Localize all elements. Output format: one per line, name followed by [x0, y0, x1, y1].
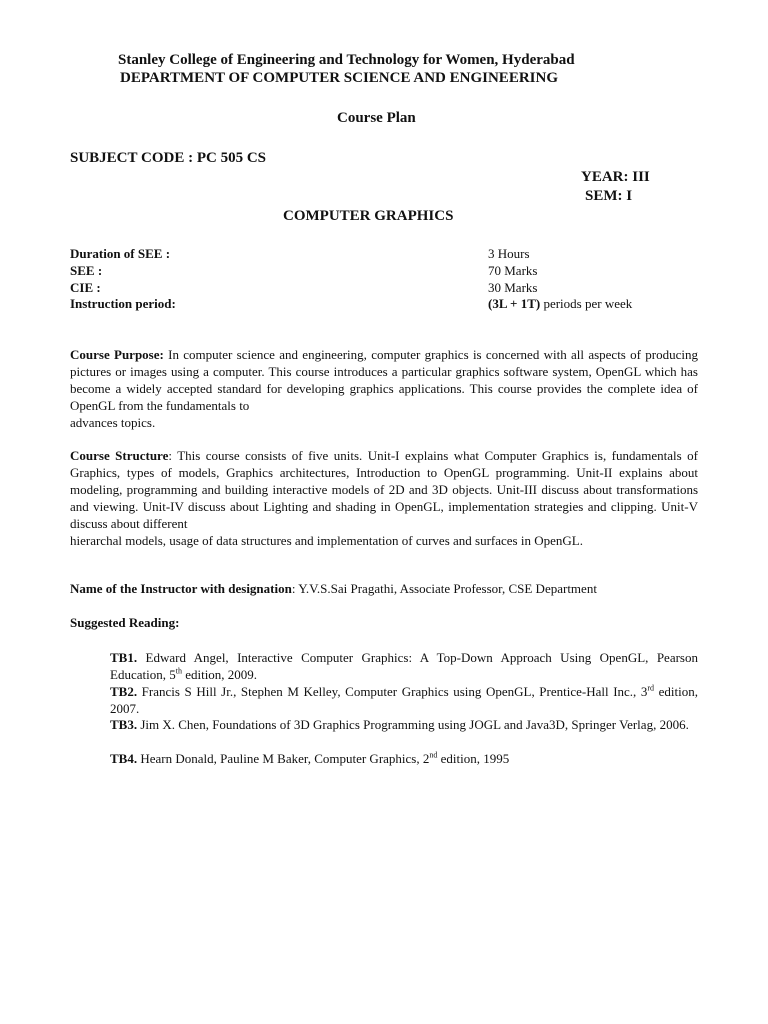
- reference-text: Jim X. Chen, Foundations of 3D Graphics Programming using JOGL and Java3D, Springer Verlag, 2006.: [137, 717, 689, 732]
- detail-label: Instruction period:: [70, 296, 176, 311]
- subject-name: COMPUTER GRAPHICS: [283, 208, 454, 224]
- course-structure-label: Course Structure: [70, 448, 169, 463]
- detail-value: 3 Hours: [488, 246, 530, 261]
- reference-text: Edward Angel, Interactive Computer Graphics: A Top-Down Approach Using OpenGL, Pearson Education, 5: [110, 650, 698, 682]
- instructor: [70, 581, 597, 597]
- detail-value: [488, 296, 632, 312]
- instructor-label: Name of the Instructor with designation: [70, 581, 292, 596]
- reference-item: [110, 750, 698, 767]
- detail-label: Duration of SEE :: [70, 246, 171, 261]
- subject-code: SUBJECT CODE : PC 505 CS: [70, 150, 267, 166]
- reference-sup: nd: [429, 750, 438, 760]
- reference-item: [110, 683, 698, 717]
- reference-text-end: edition, 2007.: [110, 684, 698, 716]
- college-name: Stanley College of Engineering and Technology for Women, Hyderabad: [118, 52, 575, 68]
- reference-tag: TB1.: [110, 650, 138, 665]
- course-purpose: [70, 346, 698, 431]
- reference-item: [110, 649, 698, 683]
- suggested-reading-heading: Suggested Reading:: [70, 615, 180, 630]
- course-structure-text-end: hierarchal models, usage of data structures and implementation of curves and surfaces in OpenGL.: [70, 533, 583, 548]
- course-structure-text: : This course consists of five units. Unit-I explains what Computer Graphics is, fundamentals of Graphics, types of models, Graphics architectures, Introduction to OpenGL programming. Unit-II explains about modeling, programming and building interactive models of 2D and 3D objects. Unit-III discuss about transformations and viewing. Unit-IV discuss about Lighting and shading in OpenGL, implementation strategies and clipping. Unit-V discuss about different: [70, 448, 698, 531]
- detail-value: 30 Marks: [488, 280, 538, 295]
- reference-text: Hearn Donald, Pauline M Baker, Computer Graphics, 2: [137, 751, 430, 766]
- reference-tag: TB2.: [110, 684, 138, 699]
- course-purpose-text-end: advances topics.: [70, 415, 156, 430]
- reference-item: [110, 716, 698, 733]
- reference-text: Francis S Hill Jr., Stephen M Kelley, Computer Graphics using OpenGL, Prentice-Hall Inc., 3: [137, 684, 648, 699]
- instructor-value: : Y.V.S.Sai Pragathi, Associate Professor, CSE Department: [291, 581, 597, 596]
- reference-tag: TB3.: [110, 717, 138, 732]
- reference-sup: th: [175, 666, 182, 676]
- reference-text-end: edition, 2009.: [181, 667, 258, 682]
- detail-value-rest: periods per week: [540, 296, 633, 311]
- detail-label: SEE :: [70, 263, 103, 278]
- course-purpose-label: Course Purpose:: [70, 347, 164, 362]
- detail-label: CIE :: [70, 280, 101, 295]
- reference-text-end: edition, 1995: [437, 751, 510, 766]
- detail-value-bold: (3L + 1T): [488, 296, 541, 311]
- year: YEAR: III: [581, 169, 650, 185]
- course-structure: [70, 447, 698, 549]
- reference-tag: TB4.: [110, 751, 138, 766]
- course-purpose-text: In computer science and engineering, computer graphics is concerned with all aspects of producing pictures or images using a computer. This course introduces a particular graphics software system, OpenGL which has become a widely accepted standard for developing graphics applications. This course provides the complete idea of OpenGL from the fundamentals to: [70, 347, 698, 413]
- reference-sup: rd: [647, 683, 655, 693]
- department-name: DEPARTMENT OF COMPUTER SCIENCE AND ENGINEERING: [120, 70, 558, 86]
- detail-value: 70 Marks: [488, 263, 538, 278]
- document-title: Course Plan: [337, 110, 416, 126]
- semester: SEM: I: [585, 188, 633, 204]
